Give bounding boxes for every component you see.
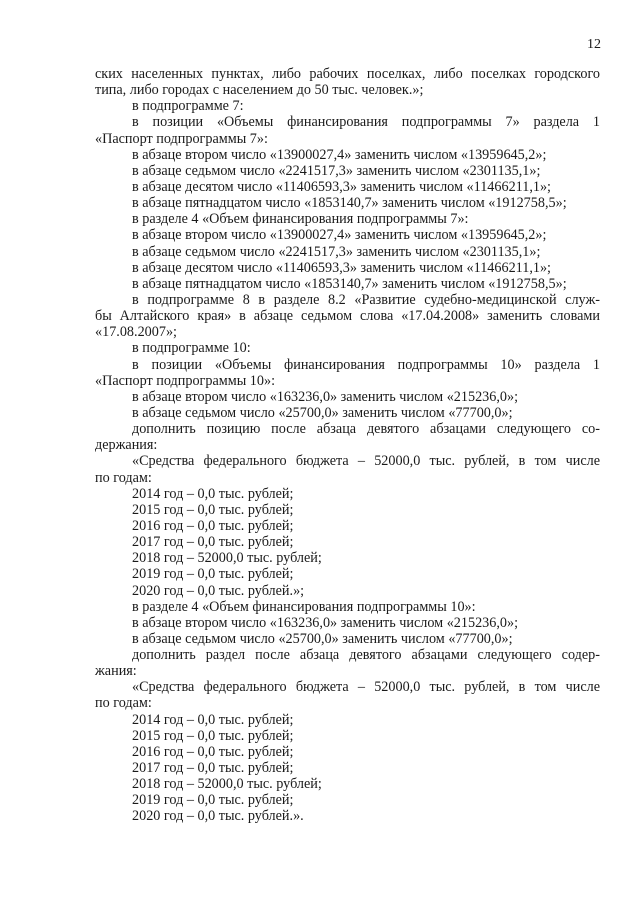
text-line: в абзаце седьмом число «25700,0» заменить числом «77700,0»;: [132, 404, 513, 421]
text-line: по годам:: [95, 695, 152, 712]
text-line: типа, либо городах с населением до 50 тыс. человек.»;: [95, 82, 424, 99]
text-line: 2019 год – 0,0 тыс. рублей;: [132, 792, 294, 809]
text-line: в подпрограмме 10:: [132, 340, 251, 357]
text-line: в абзаце втором число «163236,0» заменить числом «215236,0»;: [132, 614, 519, 631]
text-line: в подпрограмме 7:: [132, 98, 244, 115]
text-line: 2016 год – 0,0 тыс. рублей;: [132, 743, 294, 760]
text-line: 2016 год – 0,0 тыс. рублей;: [132, 517, 294, 534]
text-line: ских населенных пунктах, либо рабочих поселках, либо поселках городского: [95, 66, 600, 82]
page-number: 12: [587, 37, 601, 52]
text-line: в абзаце втором число «163236,0» заменить числом «215236,0»;: [132, 388, 519, 405]
text-line: «Средства федерального бюджета – 52000,0 тыс. рублей, в том числе: [132, 453, 600, 470]
text-line: 2015 год – 0,0 тыс. рублей;: [132, 501, 294, 518]
text-line: по годам:: [95, 469, 152, 486]
text-line: 2015 год – 0,0 тыс. рублей;: [132, 727, 294, 744]
text-line: в позиции «Объемы финансирования подпрограммы 10» раздела 1: [132, 356, 600, 373]
text-line: в абзаце седьмом число «25700,0» заменить числом «77700,0»;: [132, 630, 513, 647]
text-line: 2017 год – 0,0 тыс. рублей;: [132, 760, 294, 777]
text-line: в абзаце пятнадцатом число «1853140,7» заменить числом «1912758,5»;: [132, 195, 567, 212]
document-body: [95, 66, 600, 825]
text-line: в подпрограмме 8 в разделе 8.2 «Развитие судебно-медицинской служ-: [132, 291, 600, 308]
text-line: жания:: [95, 663, 137, 680]
text-line: дополнить позицию после абзаца девятого абзацами следующего со-: [132, 421, 600, 438]
text-line: в абзаце седьмом число «2241517,3» заменить числом «2301135,1»;: [132, 162, 541, 179]
text-line: «Средства федерального бюджета – 52000,0 тыс. рублей, в том числе: [132, 679, 600, 696]
text-line: в абзаце втором число «13900027,4» заменить числом «13959645,2»;: [132, 227, 547, 244]
text-line: «Паспорт подпрограммы 7»:: [95, 130, 268, 147]
text-line: в абзаце десятом число «11406593,3» заменить числом «11466211,1»;: [132, 178, 551, 195]
text-line: в абзаце десятом число «11406593,3» заменить числом «11466211,1»;: [132, 259, 551, 276]
text-line: в абзаце седьмом число «2241517,3» заменить числом «2301135,1»;: [132, 243, 541, 260]
text-line: держания:: [95, 437, 158, 454]
text-line: в разделе 4 «Объем финансирования подпрограммы 7»:: [132, 211, 469, 228]
text-line: дополнить раздел после абзаца девятого абзацами следующего содер-: [132, 647, 600, 664]
text-line: в абзаце пятнадцатом число «1853140,7» заменить числом «1912758,5»;: [132, 275, 567, 292]
text-line: 2020 год – 0,0 тыс. рублей.»;: [132, 582, 305, 599]
text-line: «Паспорт подпрограммы 10»:: [95, 372, 276, 389]
text-line: 2014 год – 0,0 тыс. рублей;: [132, 485, 294, 502]
text-line: бы Алтайского края» в абзаце седьмом слова «17.04.2008» заменить словами: [95, 308, 600, 325]
text-line: 2020 год – 0,0 тыс. рублей.».: [132, 808, 304, 825]
text-line: 2014 год – 0,0 тыс. рублей;: [132, 711, 294, 728]
text-line: «17.08.2007»;: [95, 324, 177, 341]
text-line: в абзаце втором число «13900027,4» заменить числом «13959645,2»;: [132, 146, 547, 163]
text-line: в разделе 4 «Объем финансирования подпрограммы 10»:: [132, 598, 476, 615]
text-line: 2018 год – 52000,0 тыс. рублей;: [132, 776, 322, 793]
text-line: 2019 год – 0,0 тыс. рублей;: [132, 566, 294, 583]
text-line: в позиции «Объемы финансирования подпрограммы 7» раздела 1: [132, 114, 600, 131]
text-line: 2018 год – 52000,0 тыс. рублей;: [132, 550, 322, 567]
text-line: 2017 год – 0,0 тыс. рублей;: [132, 534, 294, 551]
